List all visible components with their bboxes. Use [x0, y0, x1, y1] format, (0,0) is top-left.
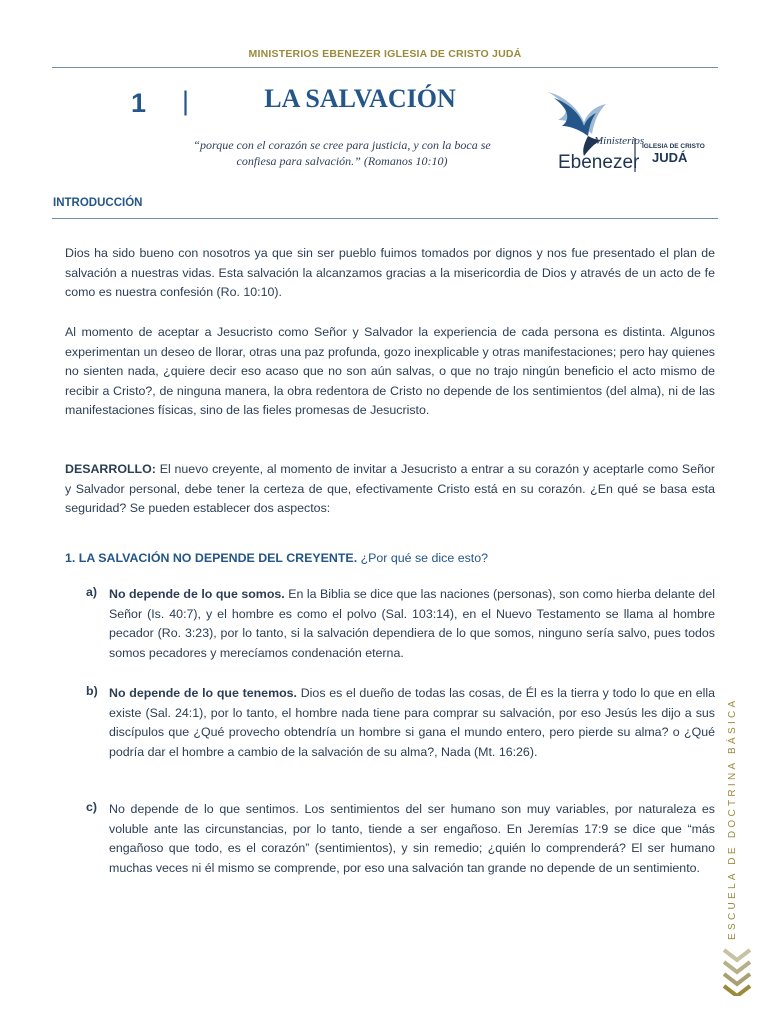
logo-church-big: JUDÁ	[652, 150, 688, 165]
intro-paragraph-1: Dios ha sido bueno con nosotros ya que sin ser pueblo fuimos tomados por dignos y nos fue presentado el plan de salvación a nuestras vidas. Esta salvación la alcanzamos gracias a la misericordia de Dios y através de un acto de fe como es nuestra confesión (Ro. 10:10).	[65, 246, 715, 299]
development-paragraph	[65, 460, 715, 519]
header-rule	[52, 67, 718, 68]
item-a-lead: No depende de lo que somos.	[109, 587, 285, 601]
verse-line-1: “porque con el corazón se cree para justicia, y con la boca se	[193, 138, 491, 152]
item-c-letter: c)	[86, 800, 98, 814]
item-c-body: No depende de lo que sentimos. Los sentimientos del ser humano son muy variables, por naturaleza es voluble ante las circunstancias, por lo tanto, tiende a ser engañoso. En Jeremías 17:9 se dice que “más engañoso que todo, es el corazón” (sentimientos), y sin remedio; ¿quién lo comprenderá? El ser humano muchas veces ni él mismo se comprende, por eso una salvación tan grande no depende de un sentimiento.	[109, 802, 715, 875]
chevron-down-icon	[720, 946, 754, 996]
side-label: ESCUELA DE DOCTRINA BÁSICA	[727, 697, 738, 940]
item-a-body: En la Biblia se dice que las naciones (personas), son como hierba delante del Señor (Is. 40:7), y el hombre es como el polvo (Sal. 103:14), en el Nuevo Testamento se llama al hombre pecador (Ro. 3:23), por lo tanto, si la salvación dependiera de lo que somos, ninguno sería salvo, pues todos somos pecadores y merecíamos condenación eterna.	[109, 587, 715, 660]
item-b-lead: No depende de lo que tenemos.	[109, 686, 297, 700]
item-a-text	[109, 585, 715, 663]
item-a-letter: a)	[86, 585, 98, 599]
development-text: El nuevo creyente, al momento de invitar a Jesucristo a entrar a su corazón y aceptarle como Señor y Salvador personal, debe tener la certeza de que, efectivamente Cristo está en su corazón. ¿En qué se basa esta seguridad? Se pueden establecer dos aspectos:	[65, 462, 715, 515]
lesson-separator: |	[182, 86, 190, 116]
intro-heading: INTRODUCCIÓN	[53, 197, 143, 209]
section-1-title: 1. LA SALVACIÓN NO DEPENDE DEL CREYENTE.	[65, 551, 358, 565]
section-1-heading	[65, 551, 488, 565]
development-label: DESARROLLO:	[65, 462, 156, 476]
item-b-letter: b)	[86, 684, 98, 698]
logo-small-text: Ministerios	[594, 135, 645, 147]
item-b-body: Dios es el dueño de todas las cosas, de Él es la tierra y todo lo que en ella existe (Sal. 24:1), por lo tanto, el hombre nada tiene para comprar su salvación, por eso Jesús les dijo a sus discípulos que ¿Qué provecho obtendría un hombre si gana el mundo entero, pero pierde su alma? o ¿Qué podría dar el hombre a cambio de la salvación de su alma?, Nada (Mt. 16:26).	[109, 686, 715, 759]
logo-big-text: Ebenezer	[558, 152, 640, 173]
item-c-text	[109, 800, 715, 878]
bible-verse	[160, 137, 524, 169]
verse-line-2: confiesa para salvación.” (Romanos 10:10)	[236, 154, 448, 168]
lesson-title: LA SALVACIÓN	[264, 84, 456, 113]
intro-rule	[52, 218, 718, 219]
ebenezer-logo	[544, 86, 720, 176]
item-b-text	[109, 684, 715, 762]
lesson-number: 1	[131, 88, 147, 118]
logo-church-small: IGLESIA DE CRISTO	[642, 143, 705, 150]
section-1-question: ¿Por qué se dice esto?	[357, 551, 489, 565]
ministry-header: MINISTERIOS EBENEZER IGLESIA DE CRISTO JUDÁ	[248, 48, 522, 60]
intro-paragraph-2: Al momento de aceptar a Jesucristo como Señor y Salvador la experiencia de cada persona es distinta. Algunos experimentan un deseo de llorar, otras una paz profunda, gozo inexplicable y otras manifestaciones; pero hay quienes no sienten nada, ¿quiere decir eso acaso que no son aún salvas, o que no trajo ningún beneficio el acto mismo de recibir a Cristo?, de ninguna manera, la obra redentora de Cristo no depende de los sentimientos (del alma), ni de las manifestaciones físicas, sino de las fieles promesas de Jesucristo.	[65, 325, 715, 417]
